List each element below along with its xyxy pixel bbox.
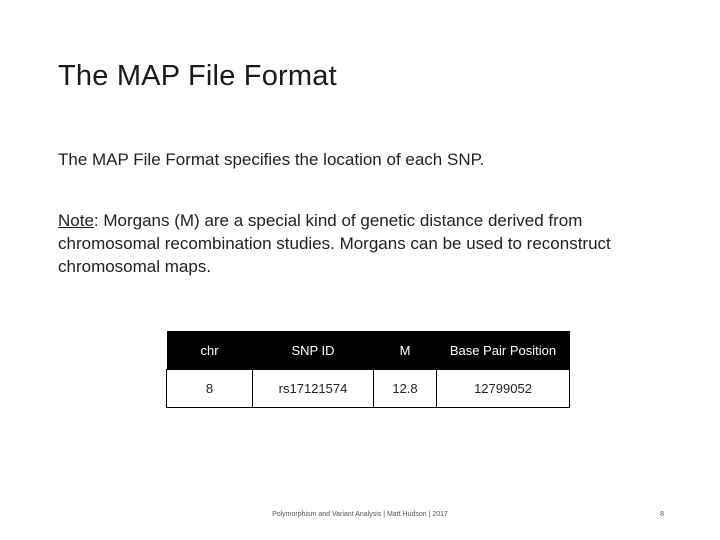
slide-title: The MAP File Format bbox=[58, 60, 337, 92]
cell-base-pair-position: 12799052 bbox=[437, 370, 570, 408]
cell-snp-id: rs17121574 bbox=[253, 370, 374, 408]
header-base-pair-position: Base Pair Position bbox=[437, 331, 570, 370]
header-snp-id: SNP ID bbox=[253, 331, 374, 370]
note-paragraph bbox=[58, 209, 658, 278]
cell-chr: 8 bbox=[167, 370, 253, 408]
slide-footer: Polymorphism and Variant Analysis | Matt Hudson | 2017 bbox=[272, 511, 448, 518]
map-format-table bbox=[166, 331, 570, 408]
intro-text: The MAP File Format specifies the location of each SNP. bbox=[58, 150, 485, 169]
table-header-row bbox=[167, 331, 570, 370]
header-morgans: M bbox=[374, 331, 437, 370]
note-text: : Morgans (M) are a special kind of genetic distance derived from chromosomal recombination studies. Morgans can be used to reconstruct chromosomal maps. bbox=[58, 211, 611, 276]
page-number: 8 bbox=[660, 511, 664, 518]
header-chr: chr bbox=[167, 331, 253, 370]
note-label: Note bbox=[58, 211, 94, 230]
cell-morgans: 12.8 bbox=[374, 370, 437, 408]
table-row bbox=[167, 370, 570, 408]
